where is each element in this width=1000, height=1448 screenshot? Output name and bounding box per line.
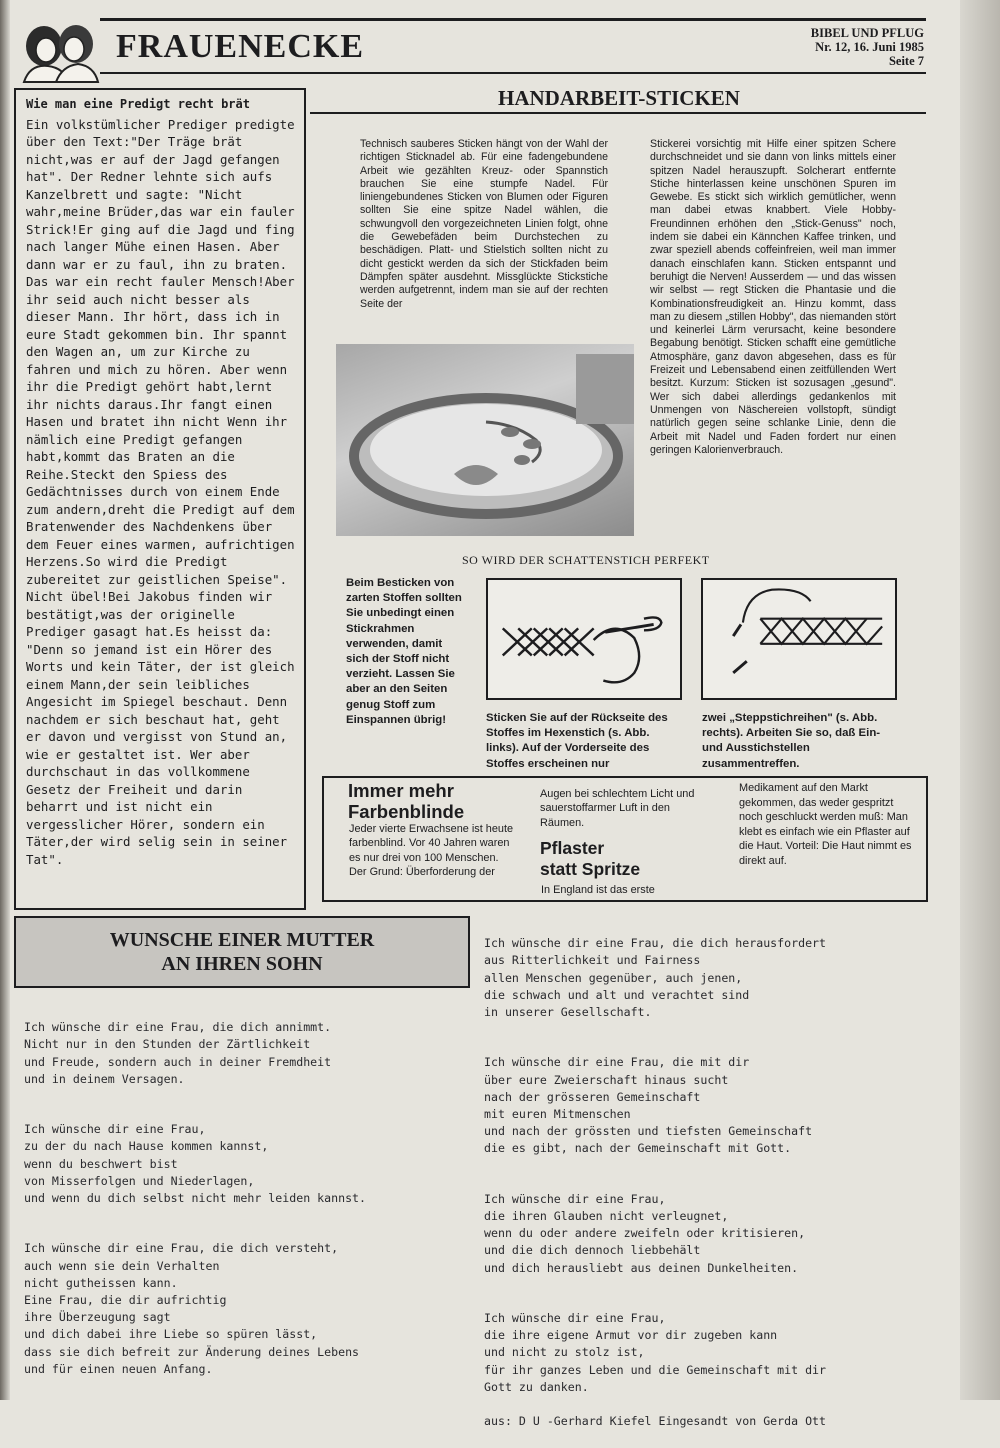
poem-left-column [24, 1002, 464, 1411]
schattenstich-heading: SO WIRD DER SCHATTENSTICH PERFEKT [462, 553, 710, 567]
schattenstich-intro: Beim Besticken von zarten Stoffen sollten Sie unbedingt einen Stickrahmen verwenden, damit sich der Stoff nicht verzieht. Lassen Sie aber an den Seiten genug Stoff zum Einspannen übrig! [346, 577, 462, 726]
paper-info [811, 26, 924, 68]
poem-stanza: Ich wünsche dir eine Frau, die dich versteht, auch wenn sie dein Verhalten nicht gutheissen kann. Eine Frau, die dir aufrichtig ihre Überzeugung sagt und dich dabei ihre Liebe so spüren lässt, dass sie dich befreit zur Änderung deines Lebens und für einen neuen Anfang. [24, 1241, 360, 1376]
sermon-article [14, 88, 306, 910]
pflaster-title-line-1: Pflaster [540, 838, 605, 858]
handarbeit-title: HANDARBEIT-STICKEN [498, 86, 740, 110]
farbenblinde-title-line-2: Farbenblinde [348, 801, 465, 822]
header-top-rule [100, 18, 926, 21]
paper-name: BIBEL UND PFLUG [810, 26, 924, 40]
pflaster-text-1: In England ist das erste [541, 884, 655, 896]
herringbone-stitch-diagram [486, 578, 682, 700]
farbenblinde-text-2: Augen bei schlechtem Licht und sauerstoffarmer Luft in den Räumen. [540, 788, 695, 829]
wuensche-title-line-1: WUNSCHE EINER MUTTER [109, 929, 375, 951]
wuensche-title-line-2: AN IHREN SOHN [161, 953, 323, 975]
sermon-title: Wie man eine Predigt recht brät [26, 97, 250, 111]
poem-stanza: Ich wünsche dir eine Frau, die ihre eigene Armut vor dir zugeben kann und nicht zu stolz ist, für ihr ganzes Leben und die Gemeinschaft mit dir Gott zu danken. [484, 1311, 827, 1394]
pflaster-text-2: Medikament auf den Markt gekommen, das weder gespritzt noch geschluckt werden muß: Man klebt es einfach wie ein Pflaster auf die Haut. Vorteil: Die Haut nimmt es direkt auf. [739, 782, 912, 867]
poem-credit: aus: D U -Gerhard Kiefel Eingesandt von Gerda Ott [484, 1414, 827, 1429]
women-illustration-icon [20, 16, 100, 82]
sermon-text: Ein volkstümlicher Prediger predigte über den Text:"Der Träge brät nicht,was er auf der Jagd gefangen hat". Der Redner lehnte sich aufs Kanzelbrett und sagte: "Nicht wahr,meine Brüder,das war ein fauler Strick!Er ging auf die Jagd und fing nach langer Mühe einen Hasen. Aber dann war er zu faul, ihn zu braten. Das war ein recht fauler Mensch!Aber ihr seid auch nicht besser als dieser Mann. Ihr hört, dass ich in eure Stadt gekommen bin. Ihr spannt den Wagen an, um zur Kirche zu fahren und mich zu hören. Aber wenn ihr die Predigt gehört habt,lernt ihr nichts daraus.Ihr fangt einen Hasen und bratet ihn nicht Wenn ihr nämlich eine Predigt gefangen habt,kommt das Braten an die Reihe.Steckt den Spiess des Gedächtnisses durch von einem Ende zum andern,dreht die Predigt auf dem Bratenwender des Nachdenkens über dem Feuer eines warmen, aufrichtigen Herzens.So wird die Predigt zubereitet zur geistlichen Speise". Nicht übel!Bei Jakobus finden wir bestätigt,was der originelle Prediger gasagt hat.Es heisst da: "Denn so jemand ist ein Hörer des Worts und kein Täter, der ist gleich einem Mann,der sein leibliches Angesicht im Spiegel beschaut. Denn nachdem er sich beschaut hat, geht er davon und vergisst von Stund an, wie er gestaltet ist. Wer aber durchschaut in das vollkommene Gesetz der Freiheit und darin beharrt und ist nicht ein vergesslicher Hörer, sondern ein Täter,der wird selig sein in seiner Tat". [26, 116, 295, 867]
poem-right-column [484, 918, 934, 1448]
poem-stanza: Ich wünsche dir eine Frau, die ihren Glauben nicht verleugnet, wenn du oder andere zweifeln oder kritisieren, und die dich dennoch liebbehält und dich herausliebt aus deinen Dunkelheiten. [484, 1191, 806, 1275]
poem-stanza: Ich wünsche dir eine Frau, die dich herausfordert aus Ritterlichkeit und Fairness allen Menschen gegenüber, auch jenen, die schwach und alt und verachtet sind in unserer Gesellschaft. [484, 936, 827, 1020]
stitch-caption-2: zwei „Steppstichreihen" (s. Abb. rechts). Arbeiten Sie so, daß Ein- und Ausstichstellen zusammentreffen. [702, 712, 881, 770]
issue-number: Nr. 12, 16. Juni 1985 [815, 40, 924, 54]
poem-stanza: Ich wünsche dir eine Frau, die dich annimmt. Nicht nur in den Stunden der Zärtlichkeit und Freude, sondern auch in deiner Fremdheit und in deinem Versagen. [24, 1020, 332, 1086]
section-title: FRAUENECKE [116, 28, 365, 65]
stitch-caption-1: Sticken Sie auf der Rückseite des Stoffes im Hexenstich (s. Abb. links). Auf der Vorderseite des Stoffes erscheinen nur [486, 712, 668, 770]
farbenblinde-title [348, 780, 464, 822]
page-edge [960, 0, 1000, 1400]
embroidery-hoop-photo [336, 344, 634, 536]
pflaster-title [540, 838, 640, 880]
wuensche-title-box [14, 916, 470, 988]
farbenblinde-text-1: Jeder vierte Erwachsene ist heute farbenblind. Vor 40 Jahren waren es nur drei von 100 Menschen. Der Grund: Überforderung der [349, 823, 514, 879]
page-number: Seite 7 [888, 54, 924, 68]
pflaster-title-line-2: statt Spritze [540, 859, 641, 879]
poem-stanza: Ich wünsche dir eine Frau, die mit dir über eure Zweierschaft hinaus sucht nach der grösseren Gemeinschaft mit euren Mitmenschen und nach der grössten und tiefsten Gemeinschaft die es gibt, nach der Gemeinschaft mit Gott. [484, 1055, 813, 1156]
back-stitch-diagram [701, 578, 897, 700]
handarbeit-column-1: Technisch sauberes Sticken hängt von der Wahl der richtigen Sticknadel ab. Für eine fadengebundene Arbeit wie gezählten Kreuz- oder Spannstich brauchen Sie eine stumpfe Nadel. Für liniengebundenes Sticken von Blumen oder Figuren sollten Sie eine spitze Nadel wählen, die schwungvoll den vorgezeichneten Linien folgt, ohne die Gewebefäden beim Durchstechen zu beschädigen. Platt- und Stielstich sollten nicht zu dicht gestickt werden da sich der Stickfaden beim Dämpfen später ausdehnt. Missglückte Stickstiche werden aufgetrennt, indem man sie auf der rechten Seite der [360, 138, 608, 310]
farbenblinde-title-line-1: Immer mehr [348, 780, 454, 801]
handarbeit-rule [310, 112, 926, 114]
page-gutter-shadow [0, 0, 10, 1400]
poem-stanza: Ich wünsche dir eine Frau, zu der du nach Hause kommen kannst, wenn du beschwert bist von Misserfolgen und Niederlagen, und wenn du dich selbst nicht mehr leiden kannst. [24, 1122, 367, 1206]
handarbeit-column-2: Stickerei vorsichtig mit Hilfe einer spitzen Schere durchschneidet und sie dann von links mittels einer spitzen Nadel herauszupft. Solcherart entfernte Stiche hinterlassen keine unschönen Spuren im Gewebe. Es stickt sich wirklich gemütlicher, wenn man dabei etwas knabbert. Viele Hobby-Freundinnen erhöhen den „Stick-Genuss" noch, indem sie dabei ein Kännchen Kaffee trinken, und zwar speziell abends coffeinfreien, weil man immer danach einschlafen kann. Sticken entspannt und beruhigt die Nerven! Ausserdem — und das wissen wir selbst — regt Sticken die Phantasie und die Kombinationsfreudigkeit an. Hinzu kommt, dass man zu diesem „stillen Hobby", das niemanden stört und keinerlei Lärm verursacht, keine besondere Begabung benötigt. Sticken schafft eine gemütliche Atmosphäre, ganz davon abgesehen, dass es für Freizeit und Lebensabend einen zeitfüllenden Wert besitzt. Kurzum: Sticken ist sozusagen „gesund". Wer sich dabei allerdings gedankenlos mit Unmengen von Näschereien vollstopft, sündigt natürlich gegen seine schlanke Linie, denn die Arbeit mit Nadel und Faden fordert nur einen geringen Kalorienverbrauch. [650, 138, 896, 456]
header-bottom-rule [100, 72, 926, 74]
